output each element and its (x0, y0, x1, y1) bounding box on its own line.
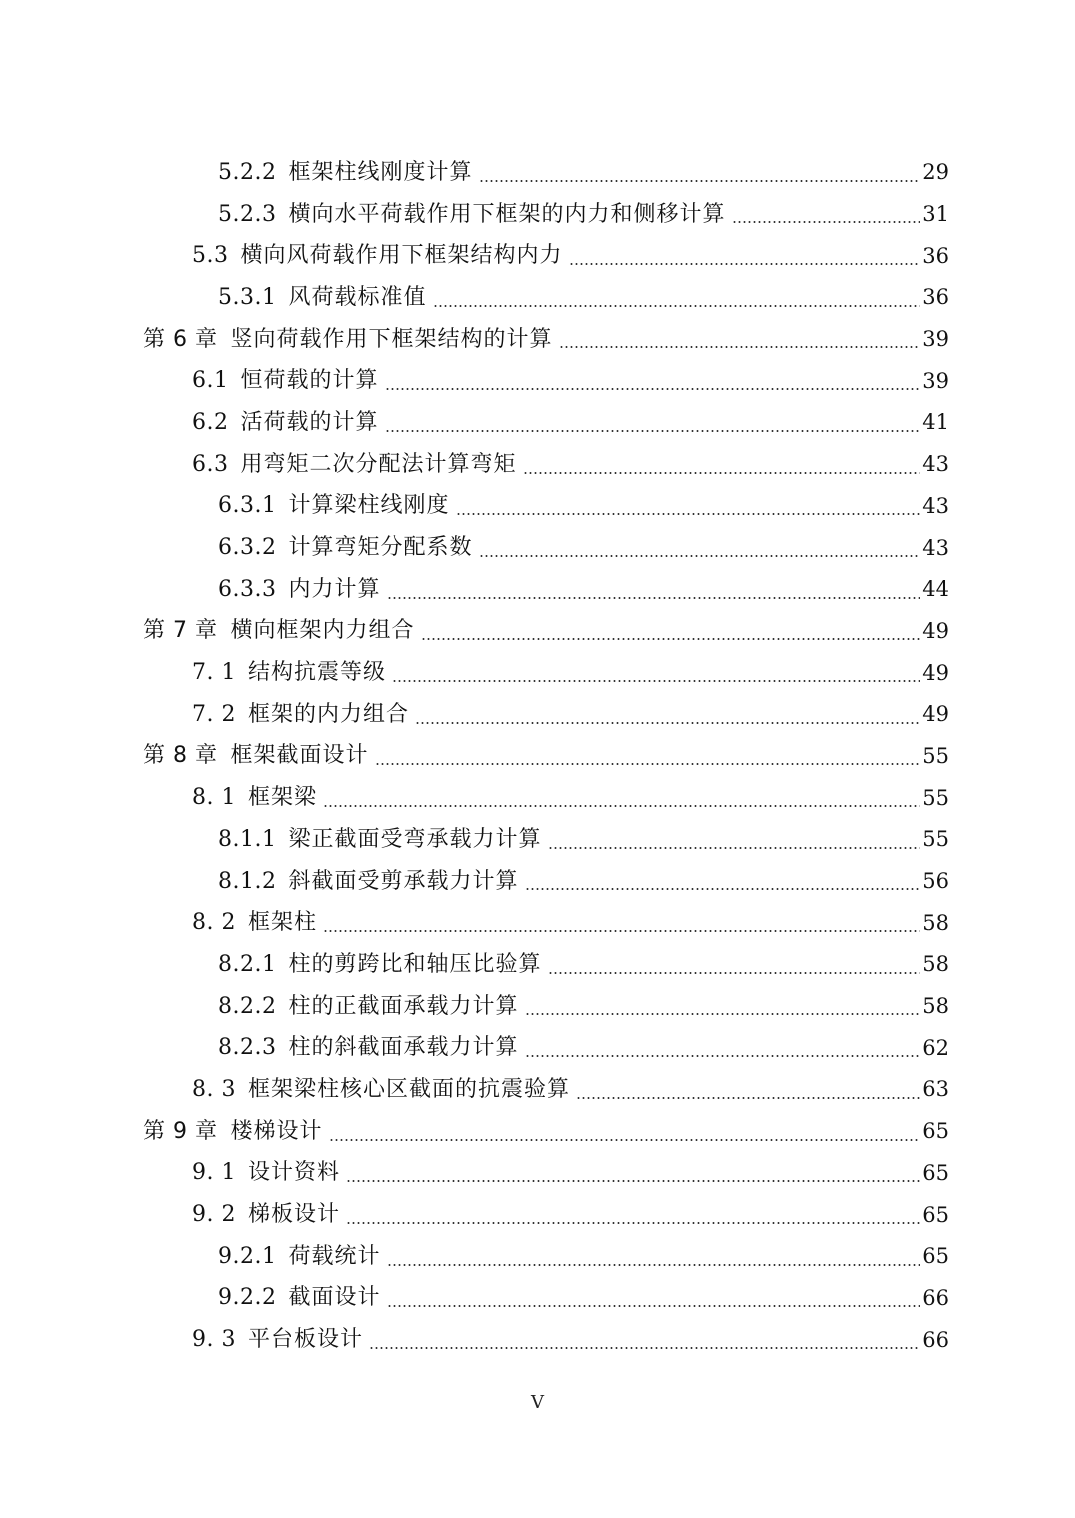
toc-dot-leader (323, 805, 920, 807)
toc-dot-leader (576, 1097, 920, 1099)
toc-entry-page-number: 39 (922, 327, 949, 352)
toc-entry-page-number: 43 (922, 535, 949, 560)
toc-entry-page-number: 39 (922, 368, 949, 393)
toc-subsection-entry[interactable] (0, 277, 1075, 319)
toc-entry-title: 风荷载标准值 (288, 284, 427, 310)
toc-entry-page-number: 66 (922, 1285, 949, 1310)
toc-entry-page-number: 62 (922, 1035, 949, 1060)
toc-dot-leader (385, 430, 921, 432)
toc-section-entry[interactable] (0, 360, 1075, 402)
toc-entry-number: 9.2.2 (218, 1285, 277, 1311)
toc-subsection-entry[interactable] (0, 986, 1075, 1028)
toc-entry-title: 截面设计 (288, 1285, 381, 1311)
toc-entry-page-number: 36 (922, 243, 949, 268)
toc-subsection-entry[interactable] (0, 194, 1075, 236)
toc-entry-number: 9. 1 (192, 1160, 236, 1186)
toc-section-entry[interactable] (0, 777, 1075, 819)
toc-entry-number: 6.3 (192, 451, 229, 477)
toc-entry-page-number: 55 (922, 785, 949, 810)
toc-entry-number: 8.1.2 (218, 868, 277, 894)
toc-entry-page-number: 65 (922, 1244, 949, 1269)
toc-entry-title: 框架梁 (247, 785, 317, 811)
toc-entry-number: 6.3.1 (218, 493, 277, 519)
toc-entry-number: 9. 3 (192, 1327, 236, 1353)
toc-subsection-entry[interactable] (0, 486, 1075, 528)
toc-entry-number: 6.2 (192, 409, 229, 435)
toc-subsection-entry[interactable] (0, 569, 1075, 611)
toc-subsection-entry[interactable] (0, 152, 1075, 194)
toc-entry-page-number: 56 (922, 869, 949, 894)
toc-dot-leader (385, 388, 921, 390)
toc-entry-page-number: 29 (922, 160, 949, 185)
toc-entry-title: 柱的正截面承载力计算 (288, 993, 519, 1019)
toc-entry-number: 8.2.3 (218, 1035, 277, 1061)
toc-entry-page-number: 49 (922, 660, 949, 685)
toc-entry-title: 斜截面受剪承载力计算 (288, 868, 519, 894)
toc-entry-number: 6.3.2 (218, 535, 277, 561)
toc-dot-leader (548, 972, 921, 974)
toc-dot-leader (387, 597, 921, 599)
toc-entry-page-number: 31 (922, 202, 949, 227)
toc-entry-number: 8. 2 (192, 910, 236, 936)
toc-entry-number: 第 9 章 (143, 1118, 218, 1144)
toc-entry-title: 横向风荷载作用下框架结构内力 (240, 243, 563, 269)
toc-entry-number: 8.2.1 (218, 951, 277, 977)
toc-entry-number: 5.3 (192, 243, 229, 269)
toc-entry-number: 第 8 章 (143, 743, 218, 769)
toc-subsection-entry[interactable] (0, 1236, 1075, 1278)
toc-chapter-entry[interactable] (0, 1111, 1075, 1153)
toc-chapter-entry[interactable] (0, 611, 1075, 653)
toc-section-entry[interactable] (0, 1319, 1075, 1361)
toc-entry-page-number: 43 (922, 493, 949, 518)
toc-entry-title: 横向水平荷载作用下框架的内力和侧移计算 (288, 201, 726, 227)
toc-entry-title: 结构抗震等级 (247, 660, 386, 686)
toc-section-entry[interactable] (0, 694, 1075, 736)
toc-entry-title: 平台板设计 (247, 1327, 363, 1353)
toc-entry-page-number: 36 (922, 285, 949, 310)
toc-dot-leader (323, 930, 920, 932)
toc-entry-page-number: 66 (922, 1327, 949, 1352)
toc-entry-number: 9. 2 (192, 1202, 236, 1228)
toc-entry-title: 框架柱线刚度计算 (288, 159, 473, 185)
toc-entry-number: 8.2.2 (218, 993, 277, 1019)
toc-dot-leader (569, 263, 921, 265)
toc-entry-title: 荷载统计 (288, 1243, 381, 1269)
toc-dot-leader (387, 1264, 921, 1266)
toc-subsection-entry[interactable] (0, 944, 1075, 986)
toc-dot-leader (732, 221, 921, 223)
toc-entry-number: 6.1 (192, 368, 229, 394)
toc-entry-page-number: 65 (922, 1119, 949, 1144)
toc-section-entry[interactable] (0, 1153, 1075, 1195)
toc-entry-title: 内力计算 (288, 576, 381, 602)
toc-entry-title: 框架梁柱核心区截面的抗震验算 (247, 1076, 570, 1102)
toc-entry-number: 7. 1 (192, 660, 236, 686)
toc-entry-title: 梁正截面受弯承载力计算 (288, 826, 542, 852)
toc-entry-number: 5.2.2 (218, 159, 277, 185)
toc-entry-page-number: 65 (922, 1160, 949, 1185)
toc-entry-number: 第 7 章 (143, 618, 218, 644)
toc-entry-number: 6.3.3 (218, 576, 277, 602)
table-of-contents (0, 152, 1075, 1361)
toc-entry-title: 柱的剪跨比和轴压比验算 (288, 951, 542, 977)
toc-entry-number: 第 6 章 (143, 326, 218, 352)
toc-section-entry[interactable] (0, 652, 1075, 694)
toc-dot-leader (369, 1347, 920, 1349)
toc-entry-page-number: 58 (922, 994, 949, 1019)
toc-subsection-entry[interactable] (0, 1278, 1075, 1320)
toc-entry-number: 8. 3 (192, 1076, 236, 1102)
toc-dot-leader (387, 1305, 921, 1307)
toc-entry-title: 楼梯设计 (230, 1118, 323, 1144)
toc-entry-number: 8.1.1 (218, 826, 277, 852)
toc-entry-title: 计算弯矩分配系数 (288, 535, 473, 561)
toc-section-entry[interactable] (0, 1194, 1075, 1236)
toc-section-entry[interactable] (0, 402, 1075, 444)
toc-subsection-entry[interactable] (0, 819, 1075, 861)
toc-entry-title: 活荷载的计算 (240, 409, 379, 435)
toc-dot-leader (523, 472, 921, 474)
toc-dot-leader (479, 555, 921, 557)
toc-dot-leader (392, 680, 920, 682)
toc-chapter-entry[interactable] (0, 319, 1075, 361)
toc-subsection-entry[interactable] (0, 527, 1075, 569)
toc-entry-title: 框架截面设计 (230, 743, 369, 769)
toc-chapter-entry[interactable] (0, 736, 1075, 778)
toc-dot-leader (346, 1222, 920, 1224)
toc-dot-leader (415, 722, 920, 724)
toc-subsection-entry[interactable] (0, 1027, 1075, 1069)
toc-dot-leader (456, 513, 921, 515)
toc-dot-leader (346, 1180, 920, 1182)
toc-entry-page-number: 43 (922, 452, 949, 477)
toc-subsection-entry[interactable] (0, 861, 1075, 903)
toc-section-entry[interactable] (0, 902, 1075, 944)
toc-entry-page-number: 44 (922, 577, 949, 602)
toc-entry-page-number: 41 (922, 410, 949, 435)
toc-dot-leader (525, 1055, 921, 1057)
toc-entry-title: 框架柱 (247, 910, 317, 936)
toc-entry-title: 恒荷载的计算 (240, 368, 379, 394)
toc-entry-page-number: 65 (922, 1202, 949, 1227)
toc-entry-page-number: 55 (922, 827, 949, 852)
toc-entry-title: 竖向荷载作用下框架结构的计算 (230, 326, 553, 352)
toc-entry-title: 设计资料 (247, 1160, 340, 1186)
toc-section-entry[interactable] (0, 235, 1075, 277)
toc-dot-leader (525, 888, 921, 890)
toc-entry-page-number: 58 (922, 952, 949, 977)
toc-entry-title: 柱的斜截面承载力计算 (288, 1035, 519, 1061)
toc-dot-leader (421, 638, 921, 640)
toc-entry-number: 5.3.1 (218, 284, 277, 310)
toc-entry-page-number: 55 (922, 743, 949, 768)
toc-dot-leader (548, 847, 921, 849)
toc-entry-number: 5.2.3 (218, 201, 277, 227)
toc-entry-page-number: 58 (922, 910, 949, 935)
toc-entry-number: 9.2.1 (218, 1243, 277, 1269)
toc-entry-title: 用弯矩二次分配法计算弯矩 (240, 451, 517, 477)
toc-entry-title: 框架的内力组合 (247, 701, 409, 727)
toc-entry-page-number: 63 (922, 1077, 949, 1102)
toc-entry-page-number: 49 (922, 702, 949, 727)
page-number: V (531, 1392, 544, 1413)
toc-section-entry[interactable] (0, 1069, 1075, 1111)
toc-entry-title: 梯板设计 (247, 1202, 340, 1228)
toc-dot-leader (433, 305, 921, 307)
toc-dot-leader (525, 1013, 921, 1015)
toc-dot-leader (329, 1139, 921, 1141)
toc-entry-number: 7. 2 (192, 701, 236, 727)
toc-dot-leader (559, 346, 921, 348)
toc-dot-leader (375, 763, 921, 765)
toc-entry-title: 横向框架内力组合 (230, 618, 415, 644)
toc-entry-page-number: 49 (922, 618, 949, 643)
toc-dot-leader (479, 180, 921, 182)
toc-section-entry[interactable] (0, 444, 1075, 486)
toc-entry-title: 计算梁柱线刚度 (288, 493, 450, 519)
toc-entry-number: 8. 1 (192, 785, 236, 811)
